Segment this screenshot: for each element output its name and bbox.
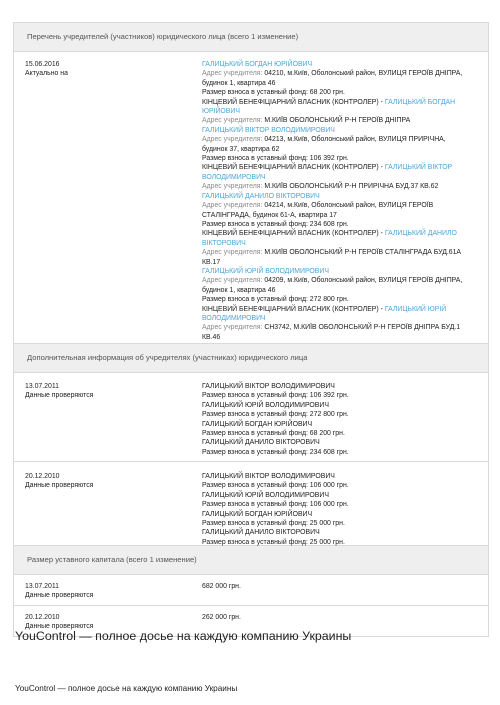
founder-address: 04210, м.Київ, Оболонський район, ВУЛИЦЯ ГЕРОЇВ ДНІПРА, будинок 1, квартира 46	[202, 70, 463, 87]
additional-entry-lines	[202, 382, 478, 461]
founders-status: Актуально на	[25, 70, 68, 78]
capital-value: 262 000 грн.	[202, 614, 241, 621]
capital-row	[14, 575, 488, 606]
entry-status: Данные проверяются	[25, 482, 94, 490]
additional-date-cell	[14, 382, 202, 461]
entry-date: 20.12.2010	[25, 473, 60, 480]
beneficiary-name-link[interactable]: ГАЛИЦЬКИЙ ДАНИЛО ВІКТОРОВИЧ	[202, 230, 457, 247]
address-label: Адрес учредителя:	[202, 324, 263, 332]
entry-date: 20.12.2010	[25, 614, 60, 621]
entry-line: Размер взноса в уставный фонд: 25 000 грн.	[202, 538, 345, 546]
founder-name-link[interactable]: ГАЛИЦЬКИЙ ВІКТОР ВОЛОДИМИРОВИЧ	[202, 126, 335, 134]
founder-contribution: Размер взноса в уставный фонд: 68 200 грн.	[202, 89, 345, 97]
capital-section-header: Размер уставного капитала (всего 1 изменение)	[14, 546, 488, 575]
founders-date-cell	[14, 60, 202, 343]
address-label: Адрес учредителя:	[202, 117, 263, 125]
founder-address: 04209, м.Київ, Оболонський район, ВУЛИЦЯ ГЕРОЇВ ДНІПРА, будинок 1, квартира 46	[202, 277, 463, 294]
beneficiary-name-link[interactable]: ГАЛИЦЬКИЙ ЮРІЙ ВОЛОДИМИРОВИЧ	[202, 305, 447, 322]
footer-tagline-large: YouControl — полное досье на каждую компанию Украины	[15, 629, 352, 643]
entry-status: Данные проверяются	[25, 623, 94, 631]
entry-line: ГАЛИЦЬКИЙ ДАНИЛО ВІКТОРОВИЧ	[202, 439, 320, 447]
additional-date-cell	[14, 472, 202, 545]
founder-contribution: Размер взноса в уставный фонд: 272 800 грн.	[202, 296, 349, 304]
entry-line: Размер взноса в уставный фонд: 25 000 грн.	[202, 520, 345, 528]
footer-tagline-small: YouControl — полное досье на каждую компанию Украины	[15, 684, 238, 693]
beneficiary-label: КІНЦЕВИЙ БЕНЕФІЦІАРНИЙ ВЛАСНИК (КОНТРОЛЕР) -	[202, 164, 383, 172]
founder-name-link[interactable]: ГАЛИЦЬКИЙ ЮРІЙ ВОЛОДИМИРОВИЧ	[202, 267, 329, 275]
entry-line: ГАЛИЦЬКИЙ ЮРІЙ ВОЛОДИМИРОВИЧ	[202, 401, 329, 409]
additional-section-header: Дополнительная информация об учредителях (участниках) юридического лица	[14, 344, 488, 373]
additional-row	[14, 462, 488, 546]
entry-line: ГАЛИЦЬКИЙ ВІКТОР ВОЛОДИМИРОВИЧ	[202, 383, 335, 390]
beneficiary-address: М.КИЇВ ОБОЛОНСЬКИЙ Р-Н ПРИРІЧНА БУД.37 КВ.62	[264, 183, 439, 191]
address-label: Адрес учредителя:	[202, 202, 263, 210]
entry-line: ГАЛИЦЬКИЙ ВІКТОР ВОЛОДИМИРОВИЧ	[202, 473, 335, 480]
founders-date: 15.06.2016	[25, 61, 60, 68]
beneficiary-address: М.КИЇВ ОБОЛОНСЬКИЙ Р-Н ГЕРОЇВ СТАЛІНГРАДА БУД.61А КВ.17	[202, 249, 462, 266]
beneficiary-name-link[interactable]: ГАЛИЦЬКИЙ БОГДАН ЮРІЙОВИЧ	[202, 98, 456, 116]
entry-line: Размер взноса в уставный фонд: 234 608 грн.	[202, 448, 349, 456]
founder-name-link[interactable]: ГАЛИЦЬКИЙ ДАНИЛО ВІКТОРОВИЧ	[202, 192, 320, 200]
founder-entry	[202, 192, 472, 267]
founder-address: 04213, м.Київ, Оболонський район, ВУЛИЦЯ ПРИРІЧНА, будинок 37, квартира 62	[202, 136, 446, 153]
founder-entry	[202, 267, 472, 342]
founder-contribution: Размер взноса в уставный фонд: 106 392 грн.	[202, 155, 349, 163]
address-label: Адрес учредителя:	[202, 70, 263, 78]
founder-contribution: Размер взноса в уставный фонд: 234 608 грн.	[202, 220, 349, 228]
address-label: Адрес учредителя:	[202, 277, 263, 285]
capital-date-cell	[14, 582, 202, 605]
founders-row	[14, 52, 488, 344]
founder-name-link[interactable]: ГАЛИЦЬКИЙ БОГДАН ЮРІЙОВИЧ	[202, 61, 313, 68]
entry-date: 13.07.2011	[25, 583, 59, 590]
entry-line: Размер взноса в уставный фонд: 106 000 грн.	[202, 501, 349, 509]
address-label: Адрес учредителя:	[202, 183, 263, 191]
beneficiary-address: СН3742, М.КИЇВ ОБОЛОНСЬКИЙ Р-Н ГЕРОЇВ ДНІПРА БУД.1 КВ.46	[202, 324, 461, 341]
founders-list	[202, 60, 478, 343]
beneficiary-address: М.КИЇВ ОБОЛОНСЬКИЙ Р-Н ГЕРОЇВ ДНІПРА	[264, 117, 411, 125]
entry-date: 13.07.2011	[25, 383, 59, 390]
entry-line: ГАЛИЦЬКИЙ ДАНИЛО ВІКТОРОВИЧ	[202, 529, 320, 537]
founders-section-header: Перечень учредителей (участников) юридического лица (всего 1 изменение)	[14, 23, 488, 52]
founder-entry	[202, 60, 472, 126]
founder-address: 04214, м.Київ, Оболонський район, ВУЛИЦЯ ГЕРОЇВ СТАЛІНГРАДА, будинок 61-А, квартира 17	[202, 202, 434, 219]
entry-line: Размер взноса в уставный фонд: 272 800 грн.	[202, 411, 349, 419]
entry-status: Данные проверяются	[25, 392, 94, 400]
entry-status: Данные проверяются	[25, 592, 94, 600]
entry-line: Размер взноса в уставный фонд: 106 392 грн.	[202, 392, 349, 400]
additional-row	[14, 373, 488, 462]
beneficiary-label: КІНЦЕВИЙ БЕНЕФІЦІАРНИЙ ВЛАСНИК (КОНТРОЛЕР) -	[202, 230, 383, 238]
address-label: Адрес учредителя:	[202, 136, 263, 144]
company-info-table	[13, 22, 489, 637]
beneficiary-label: КІНЦЕВИЙ БЕНЕФІЦІАРНИЙ ВЛАСНИК (КОНТРОЛЕР) -	[202, 305, 383, 313]
founder-entry	[202, 126, 472, 192]
beneficiary-label: КІНЦЕВИЙ БЕНЕФІЦІАРНИЙ ВЛАСНИК (КОНТРОЛЕР) -	[202, 98, 383, 106]
entry-line: ГАЛИЦЬКИЙ ЮРІЙ ВОЛОДИМИРОВИЧ	[202, 491, 329, 499]
beneficiary-name-link[interactable]: ГАЛИЦЬКИЙ ВІКТОР ВОЛОДИМИРОВИЧ	[202, 164, 453, 181]
entry-line: Размер взноса в уставный фонд: 106 000 грн.	[202, 482, 349, 490]
entry-line: ГАЛИЦЬКИЙ БОГДАН ЮРІЙОВИЧ	[202, 510, 313, 518]
entry-line: ГАЛИЦЬКИЙ БОГДАН ЮРІЙОВИЧ	[202, 420, 313, 428]
capital-value: 682 000 грн.	[202, 583, 241, 590]
address-label: Адрес учредителя:	[202, 249, 263, 257]
entry-line: Размер взноса в уставный фонд: 68 200 грн.	[202, 430, 345, 438]
additional-entry-lines	[202, 472, 478, 545]
